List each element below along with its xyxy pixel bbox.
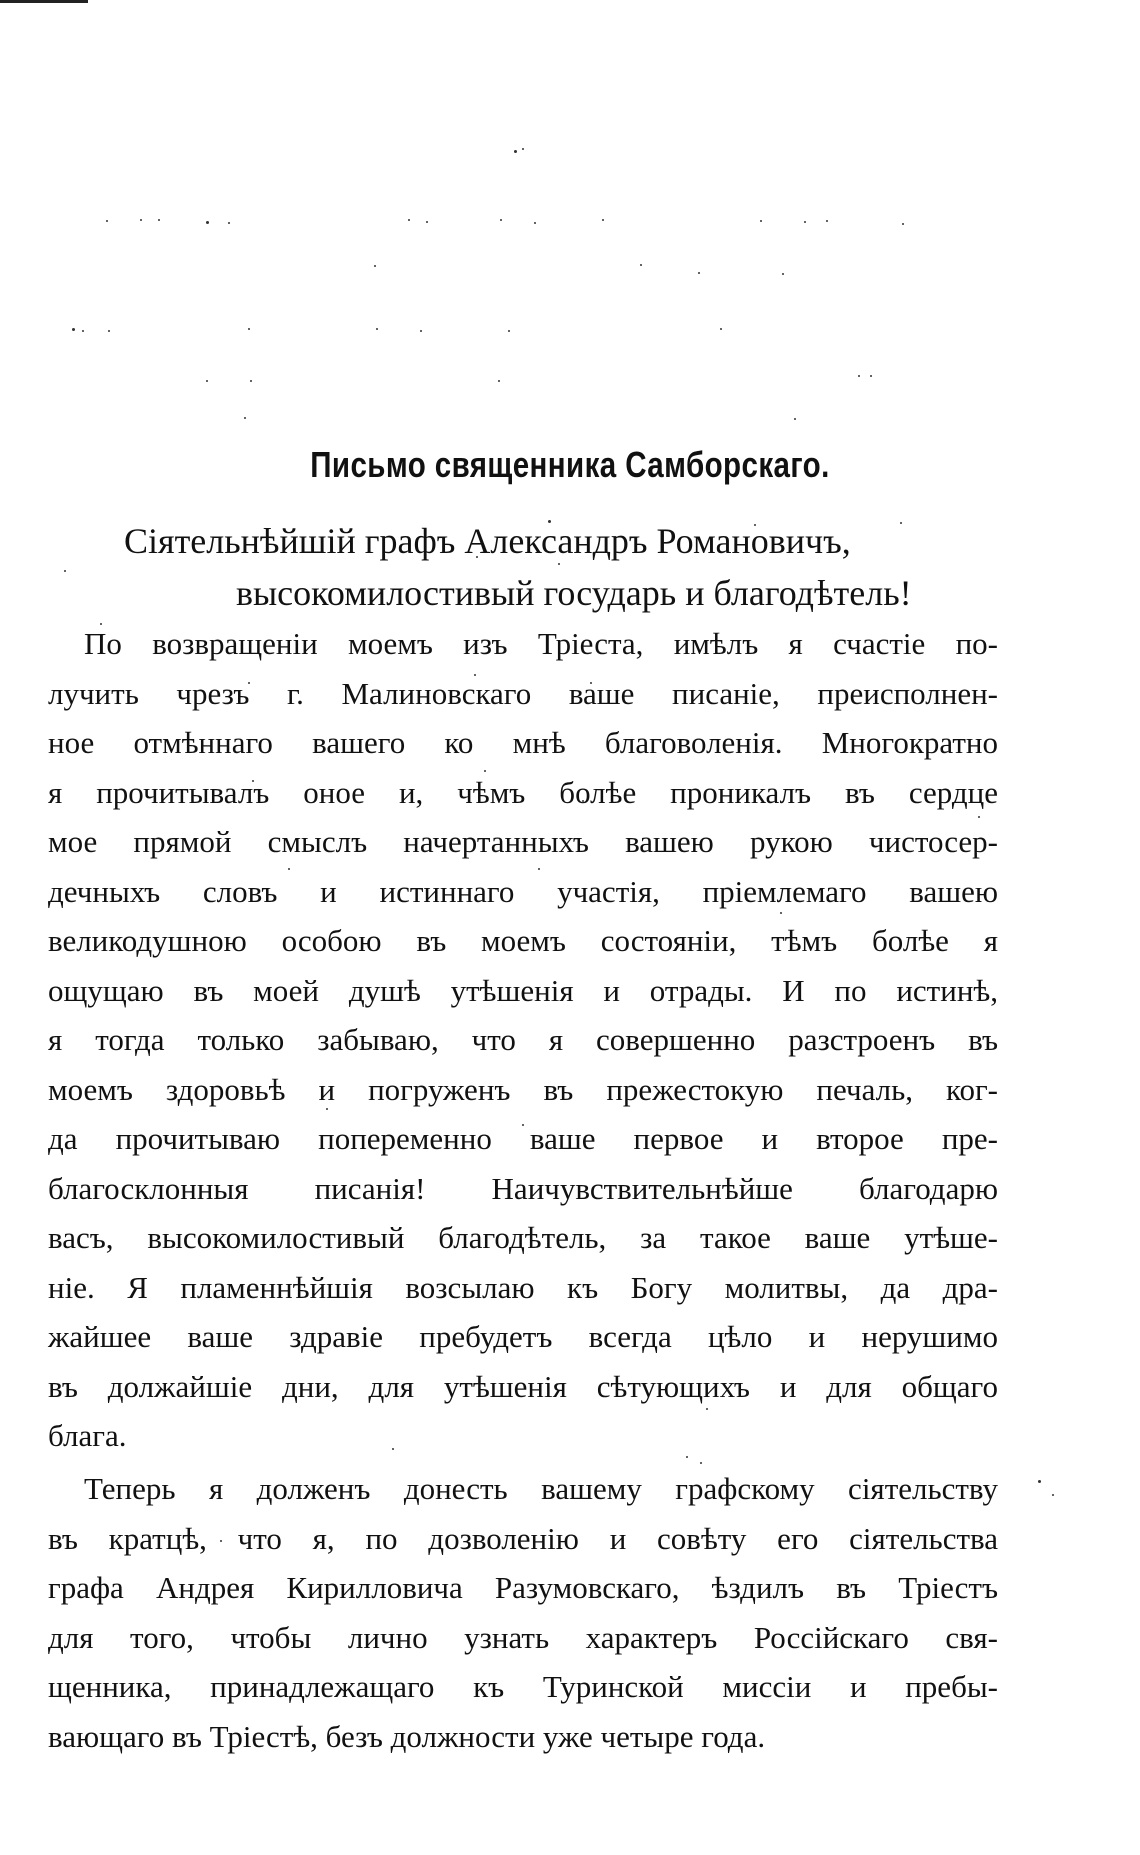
salutation-line-2: высокомилостивый государь и благодѣтель!: [236, 573, 912, 613]
corner-rule: [0, 0, 88, 3]
print-speck: [250, 380, 252, 382]
print-speck: [72, 328, 75, 331]
text-line: для того, чтобы лично узнать характеръ Россійскаго свя-: [48, 1619, 998, 1655]
text-line: лучить чрезъ г. Малиновскаго ваше писаніе, преисполнен-: [48, 675, 998, 711]
text-line: въ кратцѣ, что я, по дозволенію и совѣту его сіятельства: [48, 1520, 998, 1556]
print-speck: [408, 219, 410, 221]
print-speck: [82, 330, 84, 332]
print-speck: [420, 330, 422, 332]
print-speck: [514, 150, 517, 153]
text-line: блага.: [48, 1418, 127, 1453]
print-speck: [760, 220, 762, 222]
print-speck: [522, 148, 524, 150]
paragraph-2: [48, 1464, 998, 1761]
text-line: По возвращеніи моемъ изъ Тріеста, имѣлъ я счастіе по-: [84, 626, 998, 661]
text-line: да прочитываю попеременно ваше первое и второе пре-: [48, 1121, 998, 1156]
print-speck: [1052, 1494, 1054, 1496]
text-line: ощущаю въ моей душѣ утѣшенія и отрады. И по истинѣ,: [48, 972, 998, 1008]
text-line: васъ, высокомилостивый благодѣтель, за такое ваше утѣше-: [48, 1220, 998, 1255]
text-line: ніе. Я пламеннѣйшія возсылаю къ Богу молитвы, да дра-: [48, 1269, 998, 1305]
print-speck: [534, 222, 536, 224]
text-line: я тогда только забываю, что я совершенно разстроенъ въ: [48, 1022, 998, 1057]
print-speck: [858, 375, 860, 377]
text-line: вающаго въ Тріестѣ, безъ должности уже четыре года.: [48, 1718, 766, 1754]
text-line: графа Андрея Кирилловича Разумовскаго, ѣздилъ въ Тріестъ: [48, 1570, 998, 1605]
print-speck: [782, 273, 784, 275]
print-speck: [558, 563, 560, 565]
print-speck: [108, 330, 110, 332]
text-line: въ должайшіе дни, для утѣшенія сѣтующихъ и для общаго: [48, 1368, 998, 1404]
print-speck: [900, 522, 902, 524]
print-speck: [826, 220, 828, 222]
print-speck: [698, 272, 700, 274]
text-line: моемъ здоровьѣ и погруженъ въ прежестокую печаль, ког-: [48, 1071, 998, 1107]
salutation-line-1: Сіятельнѣйшій графъ Александръ Романовичъ,: [124, 521, 851, 561]
print-speck: [794, 418, 796, 420]
text-line: я прочитывалъ оное и, чѣмъ болѣе проникалъ въ сердце: [48, 774, 998, 810]
print-speck: [158, 219, 160, 221]
print-speck: [498, 380, 500, 382]
print-speck: [426, 221, 428, 223]
text-line: дечныхъ словъ и истиннаго участія, пріемлемаго вашею: [48, 873, 998, 909]
print-speck: [106, 220, 108, 222]
paragraph-1: [48, 619, 998, 1461]
text-line: жайшее ваше здравіе пребудетъ всегда цѣло и нерушимо: [48, 1319, 998, 1354]
print-speck: [244, 417, 246, 419]
page-title: Письмо священника Самборскаго.: [310, 444, 830, 485]
print-speck: [206, 380, 208, 382]
print-speck: [1038, 1480, 1041, 1483]
print-speck: [500, 219, 502, 221]
print-speck: [804, 221, 806, 223]
print-speck: [602, 219, 604, 221]
print-speck: [228, 222, 230, 224]
text-line: благосклонныя писанія! Наичувствительнѣйше благодарю: [48, 1170, 998, 1206]
print-speck: [870, 375, 872, 377]
print-speck: [376, 328, 378, 330]
text-line: Теперь я долженъ донесть вашему графскому сіятельству: [84, 1471, 998, 1506]
print-speck: [248, 328, 250, 330]
text-line: щенника, принадлежащаго къ Туринской миссіи и пребы-: [48, 1669, 998, 1704]
text-line: ное отмѣннаго вашего ко мнѣ благоволенія. Многократно: [48, 725, 998, 760]
print-speck: [720, 328, 722, 330]
print-speck: [640, 264, 642, 266]
print-speck: [508, 330, 510, 332]
text-line: мое прямой смыслъ начертанныхъ вашею рукою чистосер-: [48, 824, 998, 859]
print-speck: [206, 221, 209, 224]
print-speck: [902, 223, 904, 225]
print-speck: [374, 265, 376, 267]
text-line: великодушною особою въ моемъ состояніи, тѣмъ болѣе я: [48, 923, 998, 958]
print-speck: [64, 570, 66, 572]
print-speck: [140, 219, 142, 221]
